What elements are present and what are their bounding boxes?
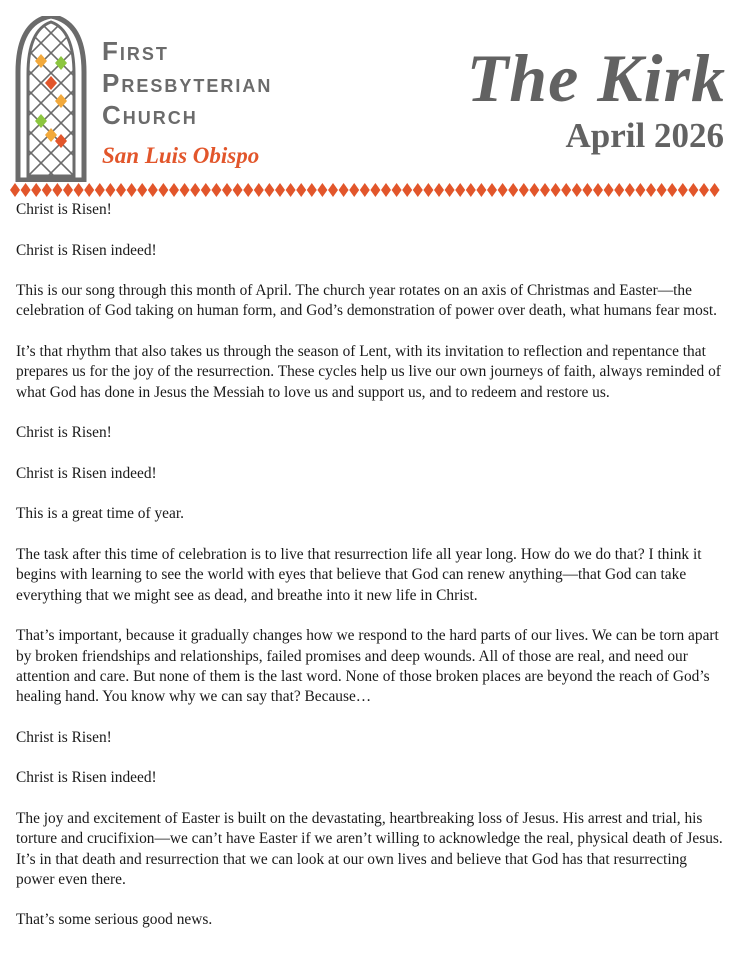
- divider-diamond: [63, 183, 73, 197]
- divider-diamond: [201, 183, 211, 197]
- divider-diamond: [116, 183, 126, 197]
- divider-diamond: [180, 183, 190, 197]
- divider-diamond: [561, 183, 571, 197]
- divider-diamond: [508, 183, 518, 197]
- divider-diamond: [211, 183, 221, 197]
- church-name-line-1: First: [102, 36, 169, 66]
- divider-diamond: [413, 183, 423, 197]
- divider-diamond: [74, 183, 84, 197]
- response-christ-is-risen-indeed-3: Christ is Risen indeed!: [16, 769, 157, 787]
- divider-diamond: [52, 183, 62, 197]
- divider-diamond: [317, 183, 327, 197]
- divider-diamond: [392, 183, 402, 197]
- divider-diamond: [296, 183, 306, 197]
- divider-diamond: [10, 183, 20, 197]
- divider-diamond: [158, 183, 168, 197]
- divider-diamond: [445, 183, 455, 197]
- divider-diamond: [434, 183, 444, 197]
- pastor-letter: [16, 200, 728, 951]
- divider-diamond: [349, 183, 359, 197]
- paragraph-4: The task after this time of celebration is to live that resurrection life all year long. How do we do that? I think it begins with learning to see the world with eyes that believe that God can renew anything—that God can take everything that we might see as dead, and breathe into it new life in Christ.: [16, 546, 702, 604]
- paragraph-6: The joy and excitement of Easter is built on the devastating, heartbreaking loss of Jesus. His arrest and trial, his torture and crucifixion—we can’t have Easter if we aren’t willing to acknowledge the real, physical death of Jesus. It’s in that death and resurrection that we can look at our own lives and believe that God has that resurrecting power even there.: [16, 809, 723, 888]
- church-name-line-2: Presbyterian: [102, 68, 273, 98]
- divider-diamond: [710, 183, 720, 197]
- divider-diamond: [657, 183, 667, 197]
- divider-diamond: [423, 183, 433, 197]
- response-christ-is-risen-indeed-1: Christ is Risen indeed!: [16, 241, 157, 259]
- divider-diamond: [190, 183, 200, 197]
- church-name: [102, 35, 332, 131]
- divider-diamond: [264, 183, 274, 197]
- divider-diamond: [222, 183, 232, 197]
- divider-diamond: [487, 183, 497, 197]
- divider-diamond: [551, 183, 561, 197]
- divider-diamond: [381, 183, 391, 197]
- divider-diamond: [519, 183, 529, 197]
- divider-diamond: [95, 183, 105, 197]
- divider-diamond: [42, 183, 52, 197]
- response-christ-is-risen-indeed-2: Christ is Risen indeed!: [16, 464, 157, 482]
- issue-date: April 2026: [565, 116, 724, 155]
- paragraph-1: This is our song through this month of April. The church year rotates on an axis of Christmas and Easter—the celebration of God taking on human form, and God’s demonstration of power over death, what humans fear most.: [16, 282, 717, 320]
- call-christ-is-risen-3: Christ is Risen!: [16, 728, 112, 746]
- divider-diamond: [105, 183, 115, 197]
- divider-diamond: [402, 183, 412, 197]
- divider-diamond: [593, 183, 603, 197]
- divider-diamond: [21, 183, 31, 197]
- divider-diamond: [699, 183, 709, 197]
- divider-diamond: [604, 183, 614, 197]
- divider-diamond: [455, 183, 465, 197]
- newsletter-title: The Kirk: [466, 40, 726, 116]
- divider-diamond: [498, 183, 508, 197]
- divider-diamond: [360, 183, 370, 197]
- divider-diamond: [540, 183, 550, 197]
- stained-glass-window-logo: [14, 16, 88, 182]
- divider-diamond: [328, 183, 338, 197]
- divider-diamond: [339, 183, 349, 197]
- divider-diamond: [127, 183, 137, 197]
- divider-diamond: [466, 183, 476, 197]
- divider-diamond: [307, 183, 317, 197]
- call-christ-is-risen-1: Christ is Risen!: [16, 201, 112, 218]
- diamond-divider: [10, 182, 730, 198]
- divider-diamond: [275, 183, 285, 197]
- divider-diamond: [667, 183, 677, 197]
- divider-diamond: [635, 183, 645, 197]
- divider-diamond: [476, 183, 486, 197]
- divider-diamond: [370, 183, 380, 197]
- paragraph-5: That’s important, because it gradually changes how we respond to the hard parts of our lives. We can be torn apart by broken friendships and relationships, failed promises and deep wounds. All of those are real, and need our attention and care. But none of them is the last word. None of those broken places are beyond the reach of God’s healing hand. You know why we can say that? Because…: [16, 627, 719, 706]
- divider-diamond: [233, 183, 243, 197]
- paragraph-3: This is a great time of year.: [16, 505, 184, 523]
- call-christ-is-risen-2: Christ is Risen!: [16, 424, 112, 442]
- church-location: San Luis Obispo: [102, 143, 260, 168]
- divider-diamond: [243, 183, 253, 197]
- divider-diamond: [84, 183, 94, 197]
- divider-diamond: [137, 183, 147, 197]
- divider-diamond: [169, 183, 179, 197]
- divider-diamond: [286, 183, 296, 197]
- divider-diamond: [646, 183, 656, 197]
- divider-diamond: [614, 183, 624, 197]
- divider-diamond: [688, 183, 698, 197]
- church-name-line-3: Church: [102, 100, 198, 130]
- divider-diamond: [254, 183, 264, 197]
- paragraph-2: It’s that rhythm that also takes us through the season of Lent, with its invitation to reflection and repentance that prepares us for the joy of the resurrection. These cycles help us live our own journeys of faith, always reminded of what God has done in Jesus the Messiah to love us and support us, and to redeem and restore us.: [16, 343, 721, 401]
- paragraph-7: That’s some serious good news.: [16, 911, 213, 929]
- divider-diamond: [31, 183, 41, 197]
- divider-diamond: [148, 183, 158, 197]
- divider-diamond: [582, 183, 592, 197]
- divider-diamond: [572, 183, 582, 197]
- divider-diamond: [625, 183, 635, 197]
- divider-diamond: [529, 183, 539, 197]
- divider-diamond: [678, 183, 688, 197]
